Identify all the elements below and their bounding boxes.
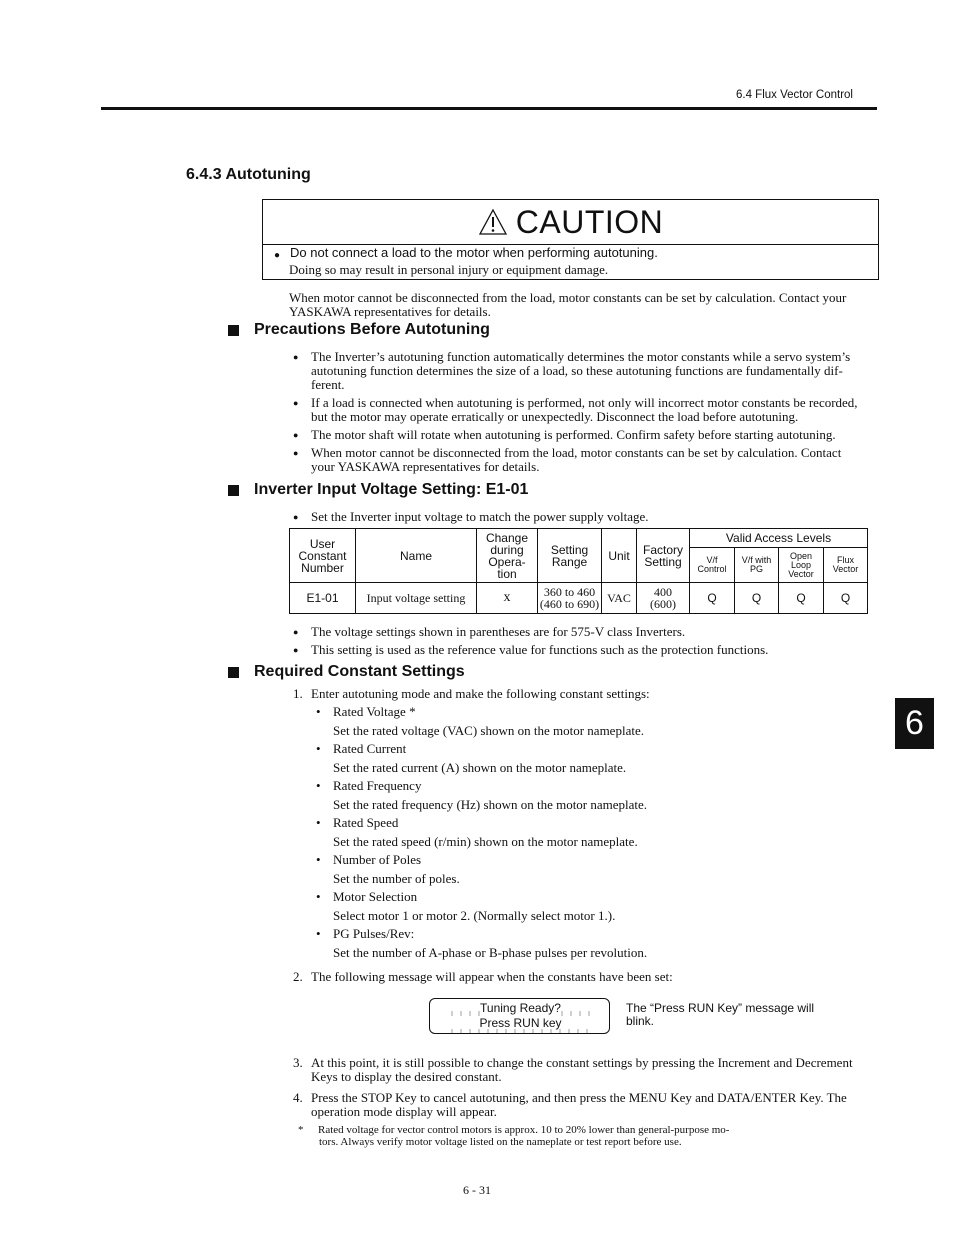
footnote-line: Rated voltage for vector control motors is approx. 10 to 20% lower than general-purpose mo- xyxy=(318,1124,730,1136)
caution-box xyxy=(262,199,879,280)
display-line-1: Tuning Ready? xyxy=(480,1001,561,1015)
heading-precautions xyxy=(228,321,490,339)
footnote-line: tors. Always verify motor voltage listed on the nameplate or test report before use. xyxy=(319,1136,682,1148)
caution-header xyxy=(263,200,878,245)
step-number: 3. xyxy=(293,1055,303,1070)
cell-vf: Q xyxy=(690,583,735,614)
heading-text: Precautions Before Autotuning xyxy=(254,321,490,338)
cell-vfpg: Q xyxy=(735,583,779,614)
bullet: ● xyxy=(293,398,299,408)
constant-table xyxy=(289,528,868,614)
heading-text: Inverter Input Voltage Setting: E1-01 xyxy=(254,481,529,498)
bullet: ● xyxy=(293,352,299,362)
list-item: autotuning function determines the size of a load, so these autotuning functions are fundamentally dif- xyxy=(311,363,843,378)
header-valid-access-levels: Valid Access Levels xyxy=(690,529,868,548)
step-number: 1. xyxy=(293,686,303,701)
list-item: your YASKAWA representatives for details. xyxy=(311,459,540,474)
header-vf-pg: V/f with PG xyxy=(735,548,779,583)
warning-triangle-icon xyxy=(478,208,508,236)
setting-label: Rated Current xyxy=(333,741,407,756)
page-number: 6 - 31 xyxy=(463,1183,491,1197)
bullet: ● xyxy=(274,250,281,261)
header-unit: Unit xyxy=(602,529,637,583)
header-factory-setting: Factory Setting xyxy=(637,529,690,583)
heading-voltage-setting xyxy=(228,481,528,499)
list-item: The voltage settings shown in parentheses are for 575-V class Inverters. xyxy=(311,624,686,639)
setting-desc: Set the rated voltage (VAC) shown on the motor nameplate. xyxy=(333,723,644,738)
step-text: operation mode display will appear. xyxy=(311,1104,497,1119)
step-text: Press the STOP Key to cancel autotuning, and then press the MENU Key and DATA/ENTER Key. The xyxy=(311,1090,847,1105)
intro-line: YASKAWA representatives for details. xyxy=(289,304,491,319)
step-text: Keys to display the desired constant. xyxy=(311,1069,502,1084)
setting-label: Rated Voltage * xyxy=(333,704,416,719)
step-text: Enter autotuning mode and make the following constant settings: xyxy=(311,686,650,701)
bullet: ● xyxy=(293,512,299,522)
bullet: • xyxy=(316,704,321,719)
header-change: Change during Opera- tion xyxy=(477,529,538,583)
square-bullet-icon xyxy=(228,667,239,678)
bullet: ● xyxy=(293,627,299,637)
header-flux-vector: Flux Vector xyxy=(824,548,868,583)
list-item: but the motor may operate erratically or unexpectedly. Disconnect the load before autotuning. xyxy=(311,409,799,424)
operator-display xyxy=(429,998,610,1034)
setting-label: Rated Speed xyxy=(333,815,399,830)
step-text: The following message will appear when the constants have been set: xyxy=(311,969,673,984)
header-vf-control: V/f Control xyxy=(690,548,735,583)
header-open-loop-vector: Open Loop Vector xyxy=(779,548,824,583)
setting-desc: Set the rated frequency (Hz) shown on the motor nameplate. xyxy=(333,797,648,812)
setting-desc: Set the rated current (A) shown on the motor nameplate. xyxy=(333,760,627,775)
cell-flux: Q xyxy=(824,583,868,614)
chapter-tab: 6 xyxy=(895,698,934,749)
table-row xyxy=(290,583,868,614)
bullet: ● xyxy=(293,430,299,440)
setting-desc: Set the rated speed (r/min) shown on the motor nameplate. xyxy=(333,834,638,849)
setting-desc: Select motor 1 or motor 2. (Normally select motor 1.). xyxy=(333,908,616,923)
bullet: • xyxy=(316,741,321,756)
caution-title: CAUTION xyxy=(515,203,664,240)
cell-range: 360 to 460 (460 to 690) xyxy=(538,583,602,614)
setting-desc: Set the number of poles. xyxy=(333,871,460,886)
cell-change: x xyxy=(477,583,538,614)
list-item: ferent. xyxy=(311,377,345,392)
running-header: 6.4 Flux Vector Control xyxy=(736,89,853,101)
display-line-2: Press RUN key xyxy=(479,1016,562,1030)
list-item: This setting is used as the reference value for functions such as the protection functions. xyxy=(311,642,769,657)
bullet: ● xyxy=(293,645,299,655)
bullet: • xyxy=(316,815,321,830)
cell-number: E1-01 xyxy=(290,583,356,614)
cell-unit: VAC xyxy=(602,583,637,614)
bullet: • xyxy=(316,778,321,793)
list-item: If a load is connected when autotuning is performed, not only will incorrect motor constants be recorded, xyxy=(311,395,858,410)
list-item: The Inverter’s autotuning function automatically determines the motor constants while a servo system’s xyxy=(311,349,851,364)
cell-olv: Q xyxy=(779,583,824,614)
setting-label: Motor Selection xyxy=(333,889,418,904)
bullet: • xyxy=(316,852,321,867)
square-bullet-icon xyxy=(228,485,239,496)
display-note: The “Press RUN Key” message will blink. xyxy=(626,1001,815,1028)
header-user-constant: User Constant Number xyxy=(290,529,356,583)
caution-text-detail: Doing so may result in personal injury or equipment damage. xyxy=(289,262,609,277)
caution-text: Do not connect a load to the motor when performing autotuning. xyxy=(290,245,658,260)
heading-text: Required Constant Settings xyxy=(254,663,465,680)
bullet: ● xyxy=(293,448,299,458)
list-item: The motor shaft will rotate when autotuning is performed. Confirm safety before starting autotuning. xyxy=(311,427,836,442)
header-setting-range: Setting Range xyxy=(538,529,602,583)
cell-name: Input voltage setting xyxy=(356,583,477,614)
setting-label: PG Pulses/Rev: xyxy=(333,926,415,941)
heading-required-settings xyxy=(228,663,465,681)
step-text: At this point, it is still possible to change the constant settings by pressing the Increment and Decrement xyxy=(311,1055,853,1070)
list-item: When motor cannot be disconnected from the load, motor constants can be set by calculation. Contact xyxy=(311,445,842,460)
list-item: Set the Inverter input voltage to match the power supply voltage. xyxy=(311,509,649,524)
header-name: Name xyxy=(356,529,477,583)
square-bullet-icon xyxy=(228,325,239,336)
setting-label: Rated Frequency xyxy=(333,778,422,793)
footnote-mark: * xyxy=(298,1124,304,1136)
section-title: 6.4.3 Autotuning xyxy=(186,166,311,183)
step-number: 4. xyxy=(293,1090,303,1105)
bullet: • xyxy=(316,889,321,904)
intro-line: When motor cannot be disconnected from the load, motor constants can be set by calculation. Contact your xyxy=(289,290,847,305)
setting-label: Number of Poles xyxy=(333,852,422,867)
header-rule xyxy=(101,107,877,110)
step-number: 2. xyxy=(293,969,303,984)
setting-desc: Set the number of A-phase or B-phase pulses per revolution. xyxy=(333,945,648,960)
cell-factory: 400 (600) xyxy=(637,583,690,614)
bullet: • xyxy=(316,926,321,941)
